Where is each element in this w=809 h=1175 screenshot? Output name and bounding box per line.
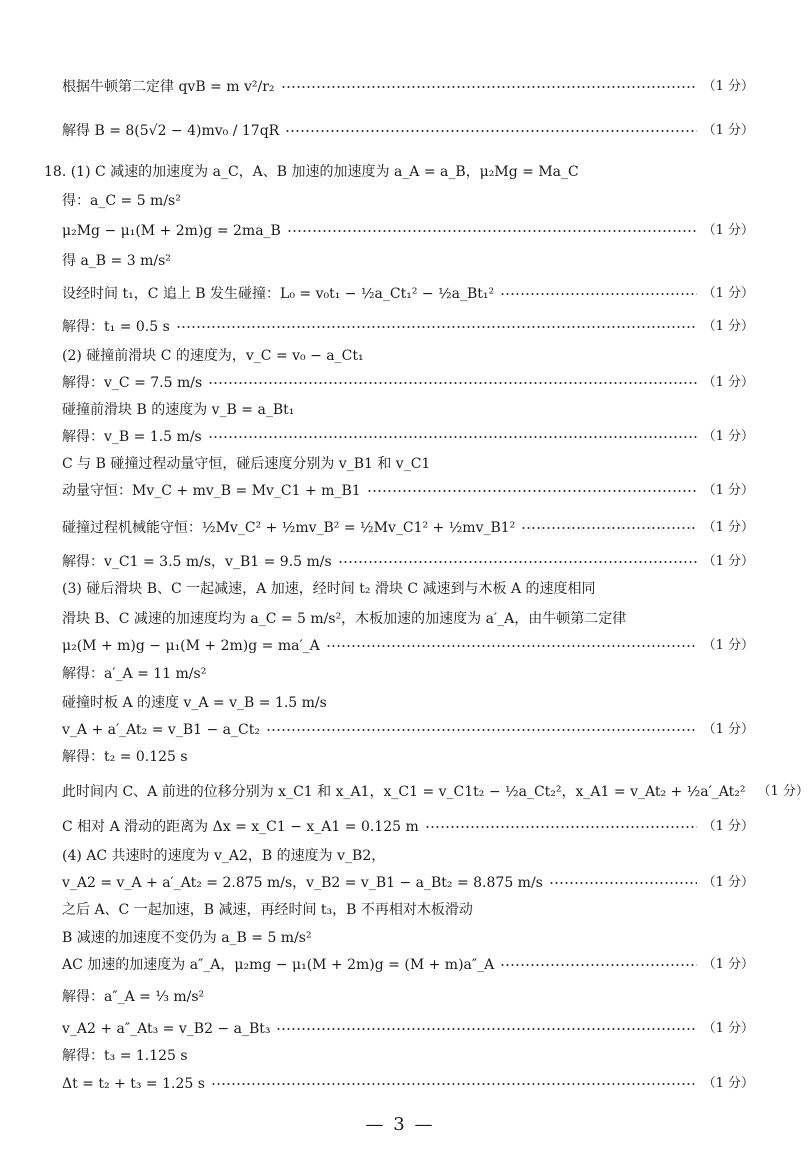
answer-line	[62, 929, 754, 947]
score-label: （1 分）	[702, 79, 754, 94]
answer-line	[62, 374, 754, 392]
leader-dots	[266, 729, 697, 731]
score-label: （1 分）	[702, 286, 754, 301]
answer-line	[62, 192, 754, 210]
answer-line	[62, 818, 754, 836]
line-text: 根据牛顿第二定律 qvB = m v²/r₂	[62, 79, 275, 95]
answer-line	[62, 610, 754, 628]
score-label: （1 分）	[702, 819, 754, 834]
line-text: (2) 碰撞前滑块 C 的速度为，v_C = v₀ − a_Ct₁	[62, 348, 364, 364]
line-text: Δt = t₂ + t₃ = 1.25 s	[62, 1076, 205, 1092]
answer-line	[62, 847, 754, 865]
leader-dots	[500, 293, 696, 295]
line-text: 碰撞过程机械能守恒：½Mv_C² + ½mv_B² = ½Mv_C1² + ½mv_B1²	[62, 520, 516, 536]
line-text: 得：a_C = 5 m/s²	[62, 193, 181, 209]
answer-line	[62, 665, 754, 683]
line-text: 解得 B = 8(5√2 − 4)mv₀ / 17qR	[62, 123, 280, 139]
leader-dots	[521, 527, 696, 529]
answer-line	[62, 1047, 754, 1065]
answer-line	[62, 694, 754, 712]
score-label: （1 分）	[702, 319, 754, 334]
score-label: （1 分）	[702, 223, 754, 238]
line-text: 解得：a′_A = 11 m/s²	[62, 666, 207, 682]
line-text: 解得：v_C1 = 3.5 m/s，v_B1 = 9.5 m/s	[62, 554, 332, 570]
score-label: （1 分）	[702, 875, 754, 890]
leader-dots	[211, 1083, 697, 1085]
line-text: μ₂Mg − μ₁(M + 2m)g = 2ma_B	[62, 223, 281, 239]
answer-line	[62, 519, 754, 537]
answer-line	[62, 428, 754, 446]
leader-dots	[208, 382, 696, 384]
line-text: C 相对 A 滑动的距离为 Δx = x_C1 − x_A1 = 0.125 m	[62, 819, 419, 835]
line-text: 之后 A、C 一起加速，B 减速，再经时间 t₃，B 不再相对木板滑动	[62, 902, 473, 918]
leader-dots	[281, 86, 697, 88]
leader-dots	[338, 561, 697, 563]
line-text: 解得：t₃ = 1.125 s	[62, 1048, 188, 1064]
answer-line	[62, 122, 754, 140]
answer-line	[62, 637, 754, 655]
line-text: 动量守恒：Mv_C + mv_B = Mv_C1 + m_B1	[62, 483, 361, 499]
score-label: （1 分）	[702, 123, 754, 138]
score-label: （1 分）	[702, 554, 754, 569]
score-label: （1 分）	[702, 520, 754, 535]
answer-line	[62, 956, 754, 974]
answer-line	[62, 901, 754, 919]
score-label: （1 分）	[702, 483, 754, 498]
line-text: v_A2 + a″_At₃ = v_B2 − a_Bt₃	[62, 1021, 271, 1037]
line-text: 解得：t₁ = 0.5 s	[62, 319, 170, 335]
answer-line	[62, 874, 754, 892]
answer-line	[62, 285, 754, 303]
leader-dots	[208, 436, 697, 438]
answer-line	[62, 347, 754, 365]
line-text: 碰撞时板 A 的速度 v_A = v_B = 1.5 m/s	[62, 695, 327, 711]
line-text: B 减速的加速度不变仍为 a_B = 5 m/s²	[62, 930, 312, 946]
answer-line	[62, 401, 754, 419]
answer-line	[62, 455, 754, 473]
answer-line	[62, 748, 754, 766]
answer-line	[62, 78, 754, 96]
leader-dots	[326, 645, 697, 647]
line-text: v_A + a′_At₂ = v_B1 − a_Ct₂	[62, 722, 260, 738]
answer-line	[44, 163, 754, 181]
score-label: （1 分）	[702, 1076, 754, 1091]
line-text: (3) 碰后滑块 B、C 一起减速，A 加速，经时间 t₂ 滑块 C 减速到与木板 A 的速度相同	[62, 581, 596, 597]
line-text: 解得：a″_A = ⅓ m/s²	[62, 989, 205, 1005]
answer-line	[62, 988, 754, 1006]
answer-line	[62, 222, 754, 240]
leader-dots	[367, 490, 697, 492]
line-text: 碰撞前滑块 B 的速度为 v_B = a_Bt₁	[62, 402, 295, 418]
answer-line	[62, 1075, 754, 1093]
leader-dots	[425, 826, 697, 828]
answer-line	[62, 252, 754, 270]
line-text: 此时间内 C、A 前进的位移分别为 x_C1 和 x_A1，x_C1 = v_C1t₂ − ½a_Ct₂²，x_A1 = v_At₂ + ½a′_At₂²	[62, 784, 746, 800]
line-text: (4) AC 共速时的速度为 v_A2，B 的速度为 v_B2，	[62, 848, 386, 864]
answer-line	[62, 783, 809, 801]
score-label: （1 分）	[702, 1021, 754, 1036]
line-text: C 与 B 碰撞过程动量守恒，碰后速度分别为 v_B1 和 v_C1	[62, 456, 431, 472]
page-number: — 3 —	[365, 1114, 435, 1135]
line-text: μ₂(M + m)g − μ₁(M + 2m)g = ma′_A	[62, 638, 320, 654]
score-label: （1 分）	[702, 638, 754, 653]
answer-line	[62, 1020, 754, 1038]
leader-dots	[285, 130, 696, 132]
score-label: （1 分）	[702, 429, 754, 444]
leader-dots	[500, 964, 696, 966]
score-label: （1 分）	[702, 375, 754, 390]
score-label: （1 分）	[757, 784, 809, 799]
answer-line	[62, 721, 754, 739]
line-text: 18. (1) C 减速的加速度为 a_C，A、B 加速的加速度为 a_A = a_B，μ₂Mg = Ma_C	[44, 164, 579, 180]
line-text: AC 加速的加速度为 a″_A，μ₂mg − μ₁(M + 2m)g = (M + m)a″_A	[62, 957, 495, 973]
leader-dots	[287, 230, 697, 232]
line-text: 得 a_B = 3 m/s²	[62, 253, 171, 269]
answer-line	[62, 318, 754, 336]
line-text: v_A2 = v_A + a′_At₂ = 2.875 m/s，v_B2 = v_B1 − a_Bt₂ = 8.875 m/s	[62, 875, 543, 891]
line-text: 解得：t₂ = 0.125 s	[62, 749, 188, 765]
answer-line	[62, 553, 754, 571]
line-text: 解得：v_C = 7.5 m/s	[62, 375, 203, 391]
answer-line	[62, 482, 754, 500]
leader-dots	[549, 882, 697, 884]
line-text: 滑块 B、C 减速的加速度均为 a_C = 5 m/s²，木板加速的加速度为 a′_A，由牛顿第二定律	[62, 611, 627, 627]
score-label: （1 分）	[702, 722, 754, 737]
line-text: 设经时间 t₁，C 追上 B 发生碰撞：L₀ = v₀t₁ − ½a_Ct₁² − ½a_Bt₁²	[62, 286, 495, 302]
leader-dots	[176, 326, 697, 328]
answer-line	[62, 580, 754, 598]
line-text: 解得：v_B = 1.5 m/s	[62, 429, 202, 445]
score-label: （1 分）	[702, 957, 754, 972]
leader-dots	[276, 1028, 696, 1030]
